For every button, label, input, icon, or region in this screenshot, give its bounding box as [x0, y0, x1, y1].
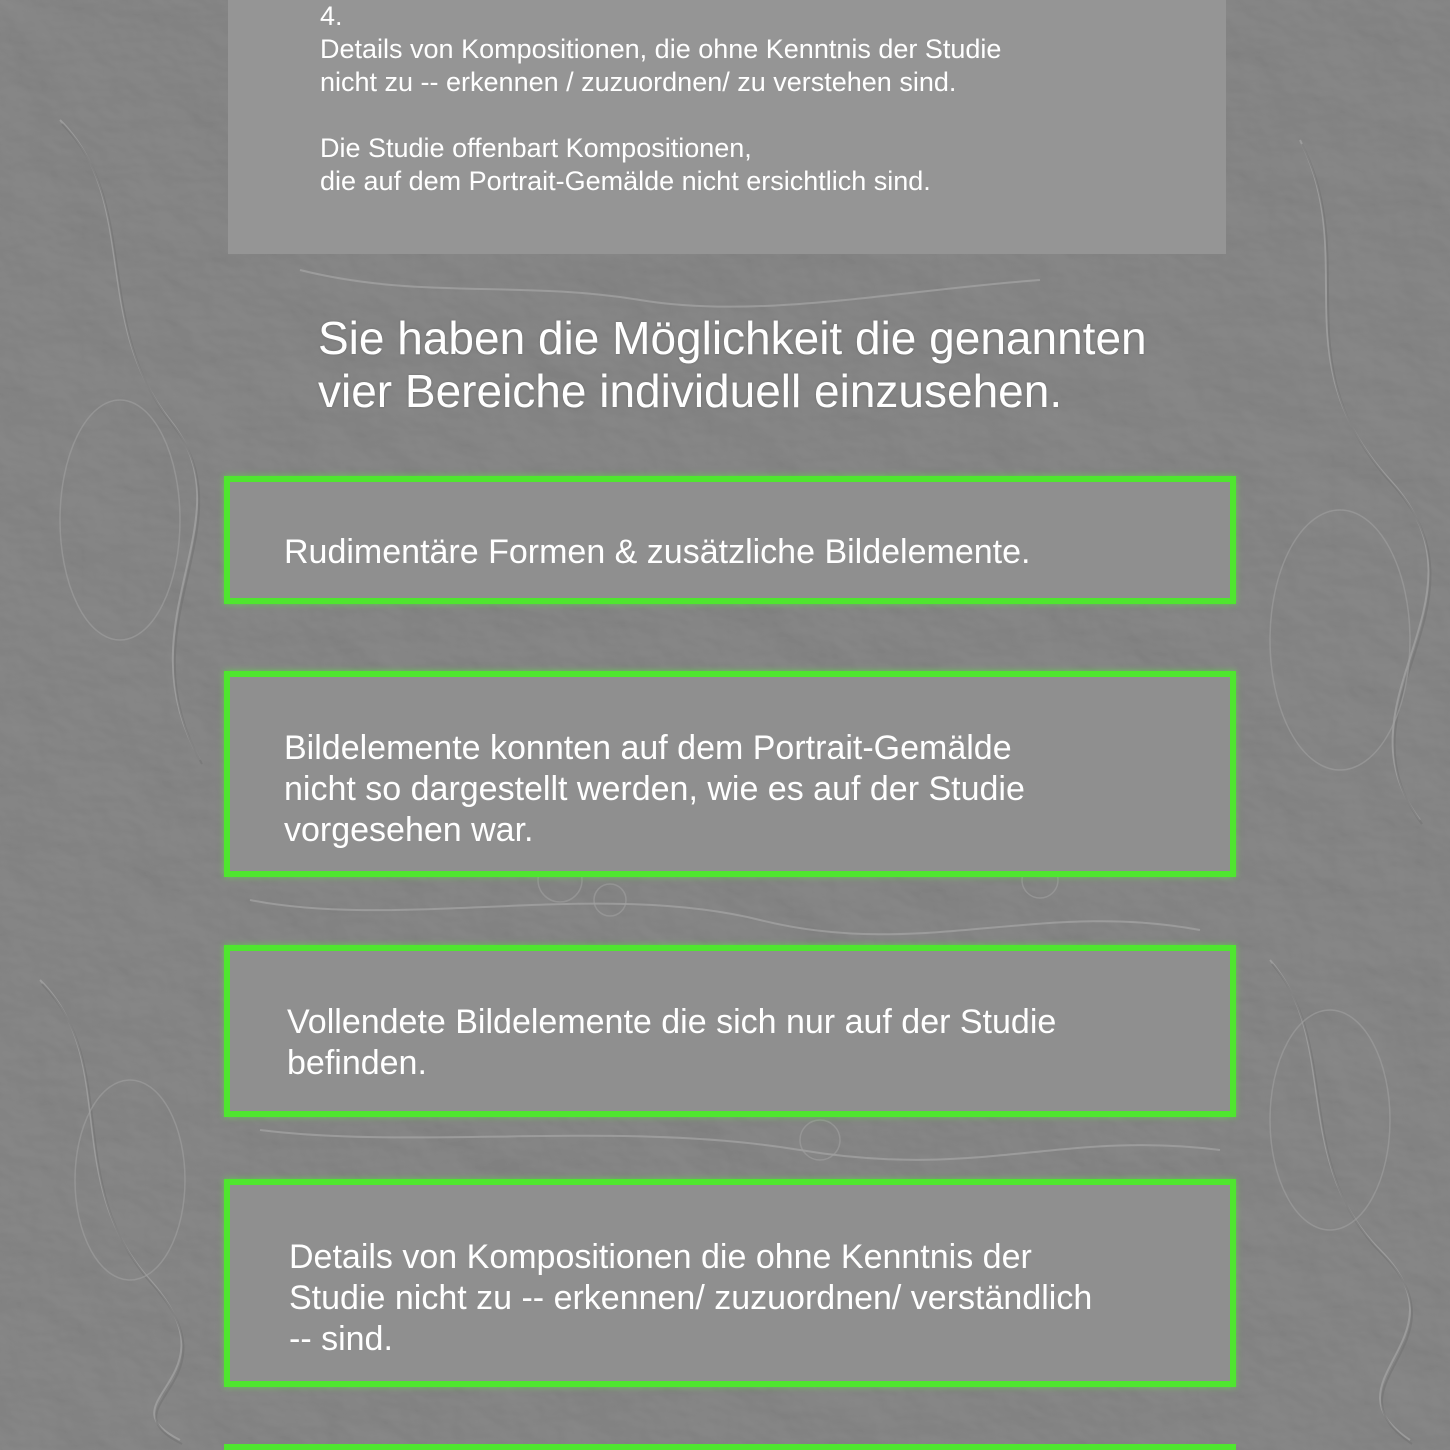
headline-line-1: Sie haben die Möglichkeit die genannten — [318, 312, 1147, 364]
area-button-not-depicted-as-planned[interactable] — [224, 671, 1236, 877]
intro-number: 4. — [320, 1, 343, 31]
intro-text — [320, 0, 1001, 198]
headline — [318, 312, 1278, 418]
intro-panel — [228, 0, 1226, 254]
area-button-rudimentary-forms[interactable] — [224, 476, 1236, 604]
intro-line-5: die auf dem Portrait-Gemälde nicht ersichtlich sind. — [320, 166, 931, 196]
headline-line-2: vier Bereiche individuell einzusehen. — [318, 365, 1063, 417]
intro-line-4: Die Studie offenbart Kompositionen, — [320, 133, 752, 163]
area-label: Bildelemente konnten auf dem Portrait-Gemälde nicht so dargestellt werden, wie es auf der Studie vorgesehen war. — [284, 729, 1025, 849]
area-label: Details von Kompositionen die ohne Kenntnis der Studie nicht zu -- erkennen/ zuzuordnen/ verständlich -- sind. — [289, 1238, 1093, 1358]
area-label: Vollendete Bildelemente die sich nur auf der Studie befinden. — [287, 1003, 1057, 1082]
area-button-completed-elements-study-only[interactable] — [224, 945, 1236, 1117]
area-label: Rudimentäre Formen & zusätzliche Bildelemente. — [284, 533, 1031, 571]
intro-line-1: Details von Kompositionen, die ohne Kenntnis der Studie — [320, 34, 1002, 64]
intro-line-2: nicht zu -- erkennen / zuzuordnen/ zu verstehen sind. — [320, 67, 957, 97]
next-box-edge — [224, 1444, 1236, 1450]
area-button-composition-details[interactable] — [224, 1179, 1236, 1387]
